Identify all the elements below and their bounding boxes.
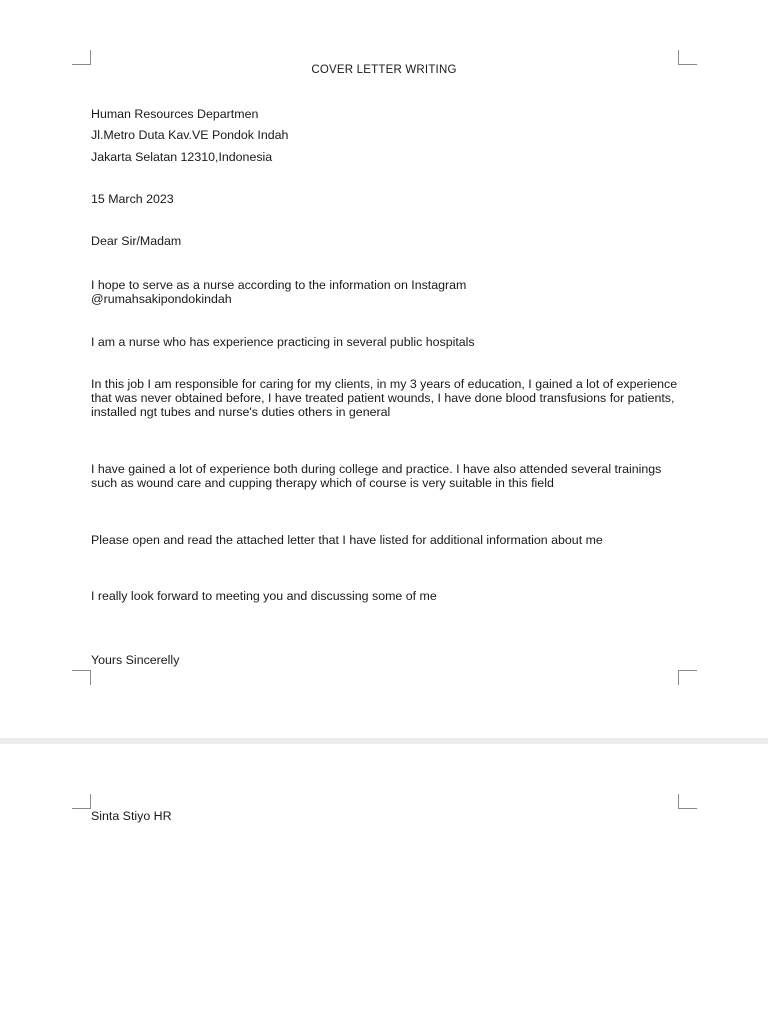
document-page-2 xyxy=(0,744,768,1024)
paragraph-5: Please open and read the attached letter that I have listed for additional information about me xyxy=(91,533,603,547)
paragraph-1: I hope to serve as a nurse according to the information on Instagram @rumahsakipondokindah xyxy=(91,278,467,306)
margin-mark-top-right xyxy=(678,794,697,809)
paragraph-3: In this job I am responsible for caring for my clients, in my 3 years of education, I gained a lot of experience that was never obtained before, I have treated patient wounds, I have done blood transfusions for patients, installed ngt tubes and nurse's duties others in general xyxy=(91,377,678,419)
margin-mark-bottom-left xyxy=(72,670,91,685)
recipient-line-1: Human Resources Departmen xyxy=(91,107,259,121)
letter-date: 15 March 2023 xyxy=(91,192,174,206)
closing: Yours Sincerelly xyxy=(91,653,180,667)
signature-name: Sinta Stiyo HR xyxy=(91,809,172,823)
paragraph-6: I really look forward to meeting you and discussing some of me xyxy=(91,589,437,603)
margin-mark-top-left xyxy=(72,50,91,65)
recipient-line-3: Jakarta Selatan 12310,Indonesia xyxy=(91,150,273,164)
document-title: COVER LETTER WRITING xyxy=(311,64,457,76)
margin-mark-top-left xyxy=(72,794,91,809)
paragraph-4: I have gained a lot of experience both during college and practice. I have also attended several trainings such as wound care and cupping therapy which of course is very suitable in this field xyxy=(91,462,662,490)
salutation: Dear Sir/Madam xyxy=(91,234,182,248)
margin-mark-top-right xyxy=(678,50,697,65)
paragraph-2: I am a nurse who has experience practicing in several public hospitals xyxy=(91,335,475,349)
recipient-line-2: Jl.Metro Duta Kav.VE Pondok Indah xyxy=(91,128,289,142)
margin-mark-bottom-right xyxy=(678,670,697,685)
